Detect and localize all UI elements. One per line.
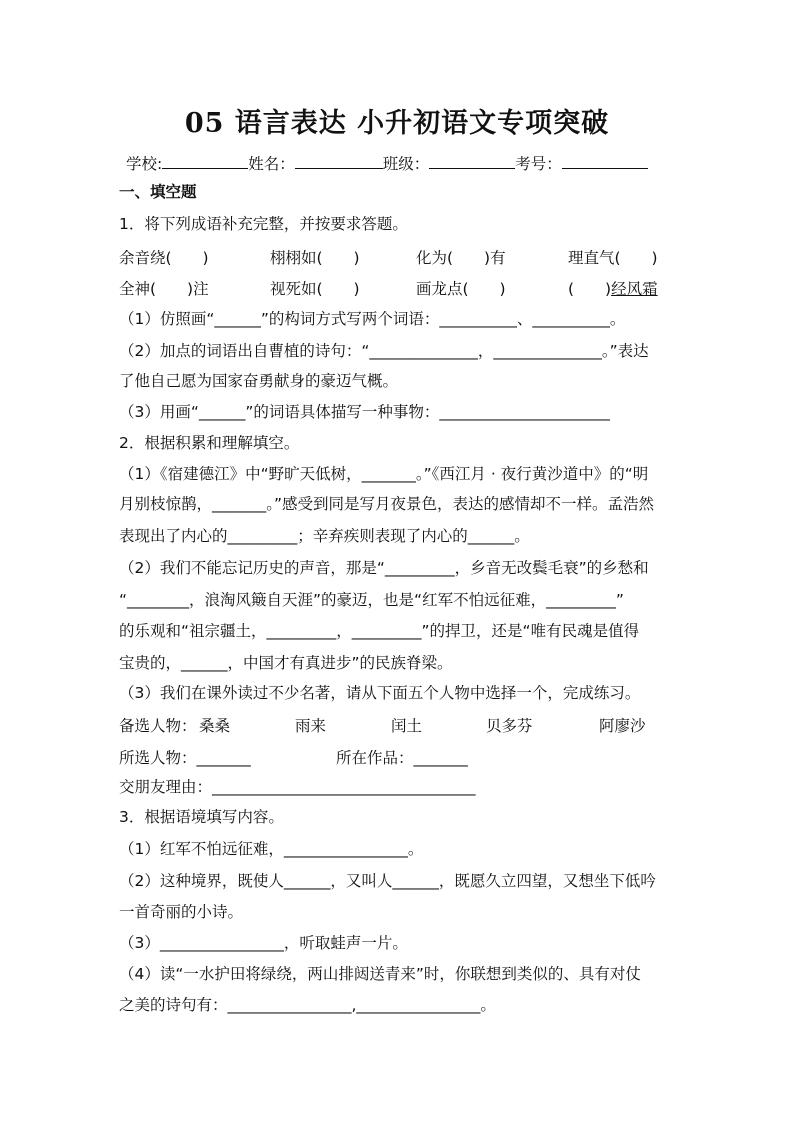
q2-s2-line2: “________，浪淘风簸自天涯”的豪迈，也是“红军不怕远征难，_________” (119, 591, 624, 609)
candidates-label: 备选人物： (119, 717, 197, 735)
idiom-item: 画龙点( ) (416, 280, 506, 298)
candidate-item: 阿廖沙 (599, 717, 646, 735)
page-title: 05 语言表达 小升初语文专项突破 (184, 108, 610, 139)
idiom-item: 余音绕( ) (119, 249, 209, 267)
idiom-item: 全神( )注 (119, 280, 209, 298)
candidate-item: 闰土 (391, 717, 423, 735)
q2-s2-line4: 宝贵的，______，中国才有真进步”的民族脊梁。 (119, 654, 453, 672)
q1-sub3: （3）用画“______”的词语具体描写一种事物：______________________ (119, 403, 610, 421)
candidate-item: 贝多芬 (486, 717, 533, 735)
q3-s2-line1: （2）这种境界，既使人______，又叫人______，既愿久立四望，又想坐下低吟 (119, 872, 656, 890)
q3-s4-line2: 之美的诗句有：________________,________________。 (119, 996, 496, 1014)
idiom-item: 理直气( ) (568, 249, 658, 267)
name-label: 姓名： (248, 155, 295, 173)
q2-s1-line2: 月别枝惊鹊，_______。”感受到同是写月夜景色，表达的感情却不一样。孟浩然 (119, 495, 655, 513)
q1-stem: 1．将下列成语补充完整，并按要求答题。 (119, 215, 408, 233)
selected-work: 所在作品：_______ (336, 749, 468, 767)
q3-s4-line1: （4）读“一水护田将绿绕，两山排闼送青来”时，你联想到类似的、具有对仗 (119, 965, 641, 983)
underlined-idiom: 经风霜 (611, 280, 658, 298)
candidate-item: 桑桑 (199, 717, 231, 735)
idiom-blank: ( ) (568, 280, 612, 298)
exam-no-label: 考号： (515, 155, 562, 173)
q2-s2-line1: （2）我们不能忘记历史的声音，那是“_________，乡音无改鬓毛衰”的乡愁和 (119, 559, 649, 577)
school-label: 学校: (126, 155, 163, 173)
q1-sub2-cont: 了他自己愿为国家奋勇献身的豪迈气概。 (119, 372, 399, 390)
q2-s1-line3: 表现出了内心的_________；辛弃疾则表现了内心的______。 (119, 527, 530, 545)
section-heading: 一、填空题 (119, 183, 197, 201)
q2-s3-line1: （3）我们在课外读过不少名著，请从下面五个人物中选择一个，完成练习。 (119, 684, 641, 702)
name-blank[interactable] (295, 153, 383, 169)
q2-s2-line3: 的乐观和“祖宗疆土，_________，_________”的捍卫，还是“唯有民魂是值得 (119, 622, 640, 640)
q2-stem: 2．根据积累和理解填空。 (119, 434, 300, 452)
idiom-item: 视死如( ) (270, 280, 360, 298)
exam-no-blank[interactable] (562, 153, 648, 169)
q3-s1: （1）红军不怕远征难，________________。 (119, 840, 424, 858)
idiom-item-last (568, 277, 658, 299)
q3-s2-line2: 一首奇丽的小诗。 (119, 903, 244, 921)
candidate-item: 雨来 (295, 717, 327, 735)
student-info-row (126, 152, 648, 174)
q3-s3: （3）________________，听取蛙声一片。 (119, 934, 408, 952)
idiom-item: 栩栩如( ) (270, 249, 360, 267)
class-blank[interactable] (429, 153, 515, 169)
q1-sub1: （1）仿照画“______”的构词方式写两个词语：__________、__________。 (119, 310, 626, 328)
friend-reason: 交朋友理由：__________________________________ (119, 778, 476, 796)
selected-person: 所选人物：_______ (119, 749, 251, 767)
q3-stem: 3．根据语境填写内容。 (119, 808, 284, 826)
q2-s1-line1: （1）《宿建德江》中“野旷天低树，_______。”《西江月 · 夜行黄沙道中》的“明 (119, 465, 649, 483)
q1-sub2: （2）加点的词语出自曹植的诗句：“______________，______________。”表达 (119, 342, 649, 360)
school-blank[interactable] (162, 153, 248, 169)
class-label: 班级： (382, 155, 430, 173)
idiom-item: 化为( )有 (416, 249, 506, 267)
